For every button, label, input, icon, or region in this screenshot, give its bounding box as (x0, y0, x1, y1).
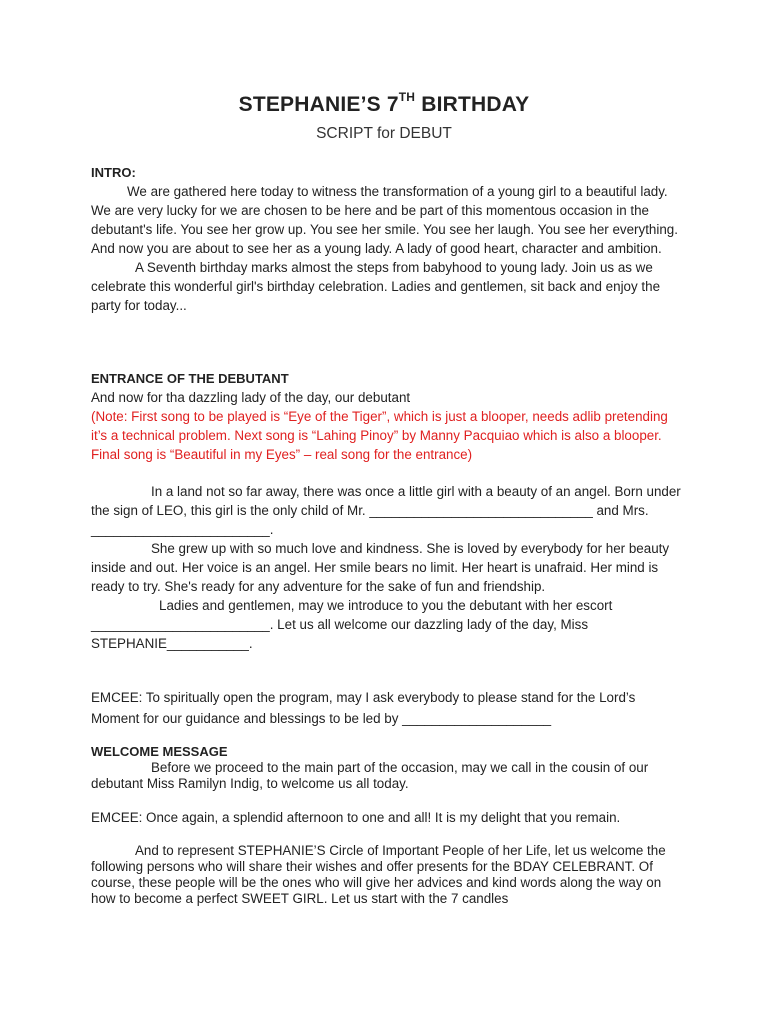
welcome-section (91, 744, 681, 792)
welcome-emcee (91, 810, 681, 826)
entrance-paragraph-2: She grew up with so much love and kindness. She is loved by everybody for her beauty inside and out. Her voice is an angel. Her smile bears no limit. Her heart is unafraid. Her mind is ready to try. She's ready for any adventure for the sake of fun and friendship. (91, 541, 670, 594)
entrance-paragraph-1: In a land not so far away, there was once a little girl with a beauty of an angel. Born under the sign of LEO, this girl is the only child of Mr. ______________________________ and Mrs. ________________________. (91, 484, 681, 537)
welcome-emcee-text: EMCEE: Once again, a splendid afternoon to one and all! It is my delight that you remain. (91, 810, 621, 825)
document-title (0, 92, 768, 117)
welcome-heading: WELCOME MESSAGE (91, 744, 228, 759)
title-text: STEPHANIE’S 7 (238, 93, 399, 116)
document-subtitle: SCRIPT for DEBUT (316, 125, 452, 142)
emcee-opening-text: EMCEE: To spiritually open the program, may I ask everybody to please stand for the Lord’s Moment for our guidance and blessings to be led by ____________________ (91, 690, 636, 726)
entrance-section (91, 369, 681, 464)
intro-section (91, 163, 681, 315)
entrance-story (91, 482, 681, 653)
intro-paragraph-1: We are gathered here today to witness the transformation of a young girl to a beautiful lady. We are very lucky for we are chosen to be here and be part of this momentous occasion in the debutant's life. You see her grow up. You see her smile. You see her laugh. You see her everything. And now you are about to see her as a young lady. A lady of good heart, character and ambition. (91, 184, 678, 256)
intro-paragraph-2: A Seventh birthday marks almost the steps from babyhood to young lady. Join us as we celebrate this wonderful girl's birthday celebration. Ladies and gentlemen, sit back and enjoy the party for today... (91, 260, 661, 313)
welcome-paragraph-1: Before we proceed to the main part of the occasion, may we call in the cousin of our debutant Miss Ramilyn Indig, to welcome us all today. (91, 760, 649, 791)
circle-paragraph: And to represent STEPHANIE’S Circle of Important People of her Life, let us welcome the following persons who will share their wishes and offer presents for the BDAY CELEBRANT. Of course, these people will be the ones who will give her advices and kind words along the way on how to become a perfect SWEET GIRL. Let us start with the 7 candles (91, 843, 666, 906)
entrance-intro-line: And now for tha dazzling lady of the day, our debutant (91, 390, 411, 405)
circle-section (91, 843, 681, 907)
title-text-end: BIRTHDAY (415, 93, 530, 116)
entrance-heading: ENTRANCE OF THE DEBUTANT (91, 371, 289, 386)
title-superscript: TH (398, 90, 416, 104)
intro-heading: INTRO: (91, 165, 136, 180)
entrance-note: (Note: First song to be played is “Eye of the Tiger”, which is just a blooper, needs adlib pretending it’s a technical problem. Next song is “Lahing Pinoy” by Manny Pacquiao which is also a blooper. Final song is “Beautiful in my Eyes” – real song for the entrance) (91, 409, 668, 462)
emcee-opening (91, 687, 681, 729)
entrance-paragraph-3: Ladies and gentlemen, may we introduce to you the debutant with her escort ________________________. Let us all welcome our dazzling lady of the day, Miss STEPHANIE___________. (91, 598, 613, 651)
